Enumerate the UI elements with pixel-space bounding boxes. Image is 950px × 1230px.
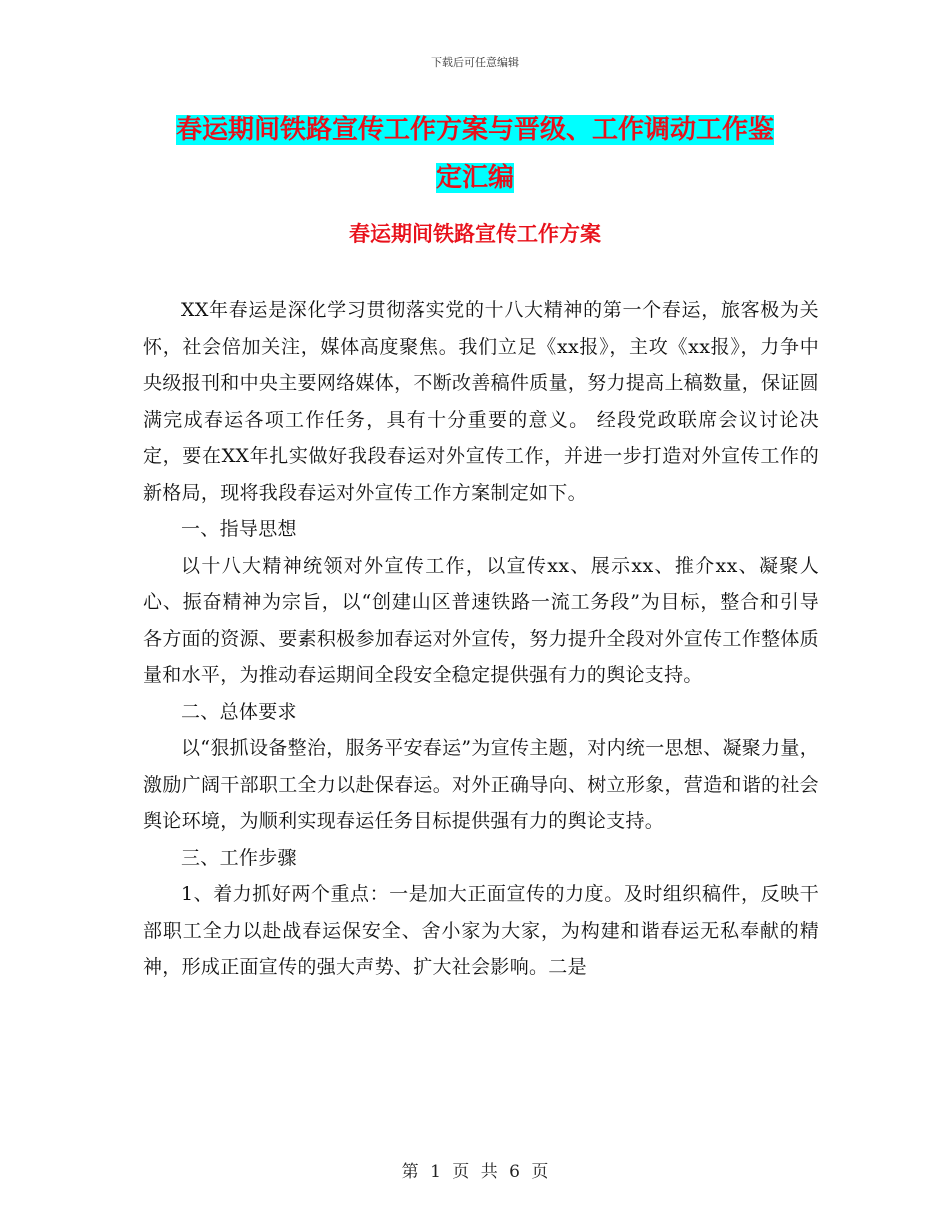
header-note: 下载后可任意编辑	[431, 56, 519, 69]
heading-guiding-ideology: 一、指导思想	[181, 518, 297, 540]
paragraph-work-steps: 1、着力抓好两个重点：一是加大正面宣传的力度。及时组织稿件，反映干部职工全力以赴战春运保安全、舍小家为大家，为构建和谐春运无私奉献的精神，形成正面宣传的强大声势、扩大社会影响。二是	[143, 883, 819, 978]
document-title	[142, 106, 808, 202]
paragraph-intro: XX年春运是深化学习贯彻落实党的十八大精神的第一个春运，旅客极为关怀，社会倍加关注，媒体高度聚焦。我们立足《xx报》，主攻《xx报》，力争中央级报刊和中央主要网络媒体，不断改善稿件质量，努力提高上稿数量，保证圆满完成春运各项工作任务，具有十分重要的意义。 经段党政联席会议讨论决定，要在XX年扎实做好我段春运对外宣传工作，并进一步打造对外宣传工作的新格局，现将我段春运对外宣传工作方案制定如下。	[143, 299, 819, 504]
heading-overall-requirements: 二、总体要求	[181, 700, 297, 723]
document-body	[143, 292, 819, 986]
document-title-line-2: 定汇编	[435, 163, 514, 193]
heading-work-steps: 三、工作步骤	[181, 846, 297, 869]
section-title: 春运期间铁路宣传工作方案	[349, 222, 601, 246]
document-title-line-1: 春运期间铁路宣传工作方案与晋级、工作调动工作鉴	[175, 115, 774, 145]
paragraph-guiding-ideology: 以十八大精神统领对外宣传工作，以宣传xx、展示xx、推介xx、凝聚人心、振奋精神为宗旨，以“创建山区普速铁路一流工务段”为目标，整合和引导各方面的资源、要素积极参加春运对外宣传，努力提升全段对外宣传工作整体质量和水平，为推动春运期间全段安全稳定提供强有力的舆论支持。	[143, 554, 819, 686]
page-footer: 第 1 页 共 6 页	[401, 1162, 549, 1182]
paragraph-overall-requirements: 以“狠抓设备整治，服务平安春运”为宣传主题，对内统一思想、凝聚力量，激励广阔干部职工全力以赴保春运。对外正确导向、树立形象，营造和谐的社会舆论环境，为顺利实现春运任务目标提供强有力的舆论支持。	[143, 737, 819, 832]
